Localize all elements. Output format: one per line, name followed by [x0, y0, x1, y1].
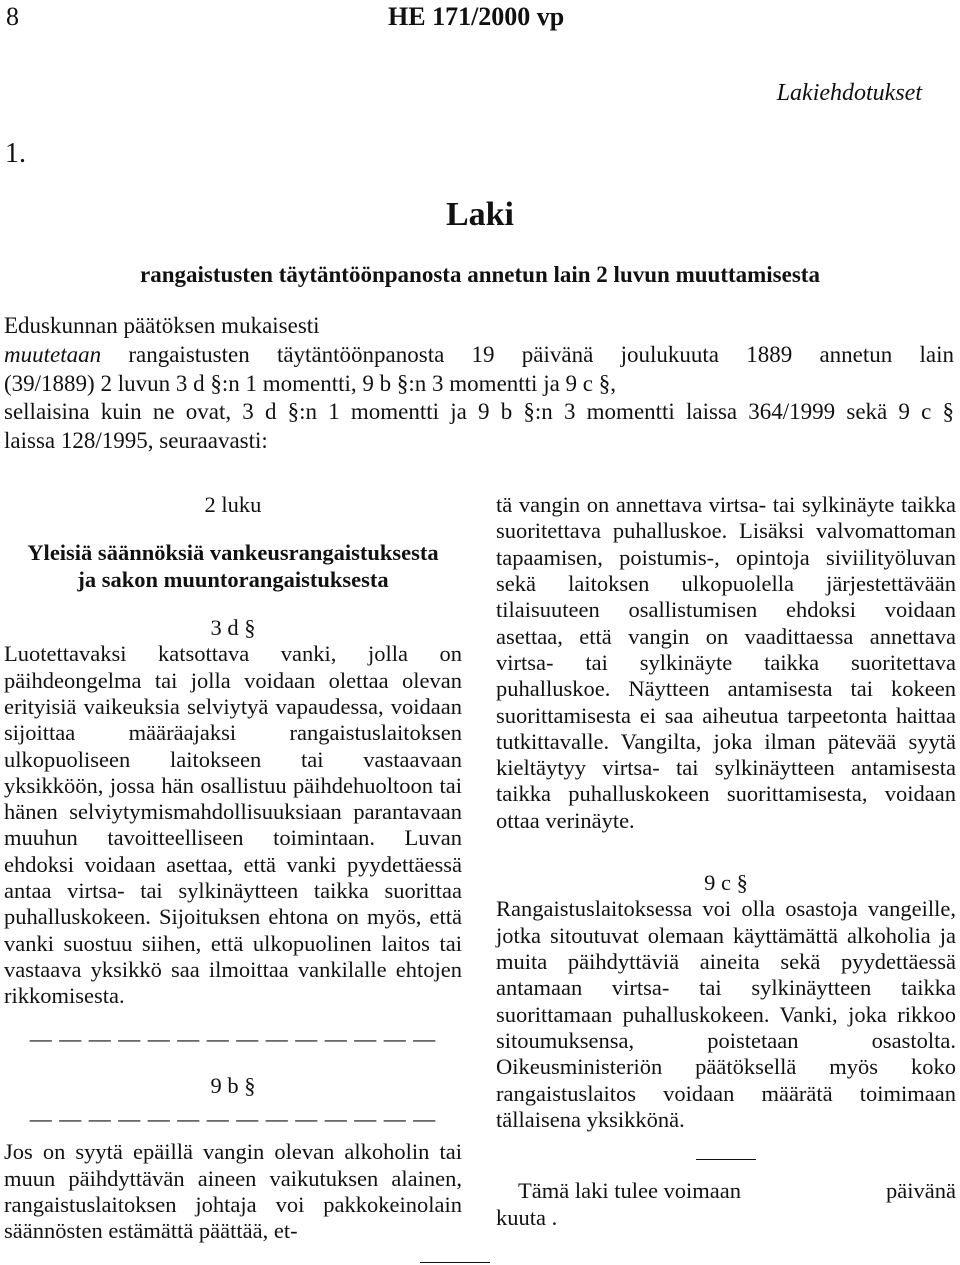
section-heading-9c: 9 c § — [704, 870, 748, 896]
section-heading-9b: 9 b § — [210, 1073, 256, 1099]
section-text-9b: Jos on syytä epäillä vangin olevan alkoholin tai muun päihdyttävän aineen vaikutuksen alainen, rangaistuslaitoksen johtaja voi pakkokeinolain säännösten estämättä päättää, et- — [4, 1139, 462, 1244]
page-number: 8 — [6, 2, 19, 31]
proposal-number: 1. — [5, 138, 26, 169]
section-text-9c: Rangaistuslaitoksessa voi olla osastoja vangeille, jotka sitoutuvat olemaan käyttämättä alkoholia ja muita päihdyttäviä aineita sekä pyydettäessä antamaan virtsa- tai sylkinäytteen taikka suorittamaan puhalluskokeen. Vanki, joka rikkoo sitoumuksensa, poistetaan osastolta. Oikeusministeriön päätöksellä myös koko rangaistuslaitos voidaan määrätä toimimaan tällaisena yksikkönä. — [496, 896, 956, 1132]
intro-paragraph — [4, 312, 954, 456]
law-subtitle: rangaistusten täytäntöönpanosta annetun lain 2 luvun muuttamisesta — [140, 262, 820, 287]
left-column — [4, 492, 462, 1245]
document-id: HE 171/2000 vp — [388, 2, 565, 31]
chapter-title — [4, 540, 462, 593]
entry-into-force-month: kuuta . — [496, 1204, 558, 1230]
intro-text: rangaistusten täytäntöönpanosta 19 päivänä joulukuuta 1889 annetun lain — [101, 341, 954, 367]
omission-marker: — — — — — — — — — — — — — — — [29, 1025, 437, 1051]
intro-line: sellaisina kuin ne ovat, 3 d §:n 1 momentti ja 9 b §:n 3 momentti laissa 364/1999 sekä 9 c § — [4, 399, 954, 425]
entry-into-force — [496, 1178, 956, 1204]
chapter-title-line: ja sakon muuntorangaistuksesta — [77, 566, 389, 592]
footer-rule — [420, 1262, 490, 1263]
intro-line: (39/1889) 2 luvun 3 d §:n 1 momentti, 9 b §:n 3 momentti ja 9 c §, — [4, 370, 617, 396]
chapter-title-line: Yleisiä säännöksiä vankeusrangaistuksesta — [27, 540, 439, 566]
section-text-9b-continued: tä vangin on annettava virtsa- tai sylkinäyte taikka suoritettava puhalluskoe. Lisäksi valvomattoman tapaamisen, poistumis-, opintoja siviilityöluvan sekä laitoksen ulkopuolella järjestettävään tilaisuuteen osallistumisen ehdoksi voidaan asettaa, että vangin on vaadittaessa annettava virtsa- tai sylkinäyte taikka suoritettava puhalluskoe. Näytteen antamisesta tai kokeen suorittamisesta ei saa aiheutua tarpeetonta haittaa tutkittavalle. Vangilta, joka ilman pätevää syytä kieltäytyy virtsa- tai sylkinäytteen antamisesta taikka puhalluskokeen suorittamisesta, voidaan ottaa verinäyte. — [496, 492, 956, 833]
intro-line: laissa 128/1995, seuraavasti: — [4, 428, 268, 453]
intro-line: Eduskunnan päätöksen mukaisesti — [4, 313, 320, 338]
omission-marker: — — — — — — — — — — — — — — — [29, 1105, 437, 1131]
chapter-number: 2 luku — [204, 492, 262, 517]
intro-verb: muutetaan — [4, 341, 102, 367]
end-rule — [696, 1159, 756, 1160]
intro-line — [4, 341, 954, 370]
section-heading-3d: 3 d § — [210, 614, 256, 640]
section-text-3d: Luotettavaksi katsottava vanki, jolla on päihdeongelma tai jolla voidaan olettaa olevan erityisiä vaikeuksia selviytyä vapaudessa, voidaan sijoittaa määräajaksi rangaistuslaitoksen ulkopuoliseen laitokseen tai vastaavaan yksikköön, jossa hän osallistuu päihdehuoltoon tai hänen selviytymismahdollisuuksiaan parantavaan muuhun tavoitteelliseen toimintaan. Luvan ehdoksi voidaan asettaa, että vanki pyydettäessä antaa virtsa- tai sylkinäytteen taikka suorittaa puhalluskokeen. Sijoituksen ehtona on myös, että vanki suostuu siihen, että ulkopuolinen laitos tai vastaava yksikkö saa ilmoittaa vankilalle ehtojen rikkomisesta. — [4, 641, 462, 1009]
section-label: Lakiehdotukset — [776, 80, 922, 106]
entry-into-force-day: päivänä — [886, 1178, 956, 1204]
law-title: Laki — [445, 196, 515, 233]
right-column — [496, 492, 956, 1231]
entry-into-force-text: Tämä laki tulee voimaan — [518, 1178, 742, 1204]
